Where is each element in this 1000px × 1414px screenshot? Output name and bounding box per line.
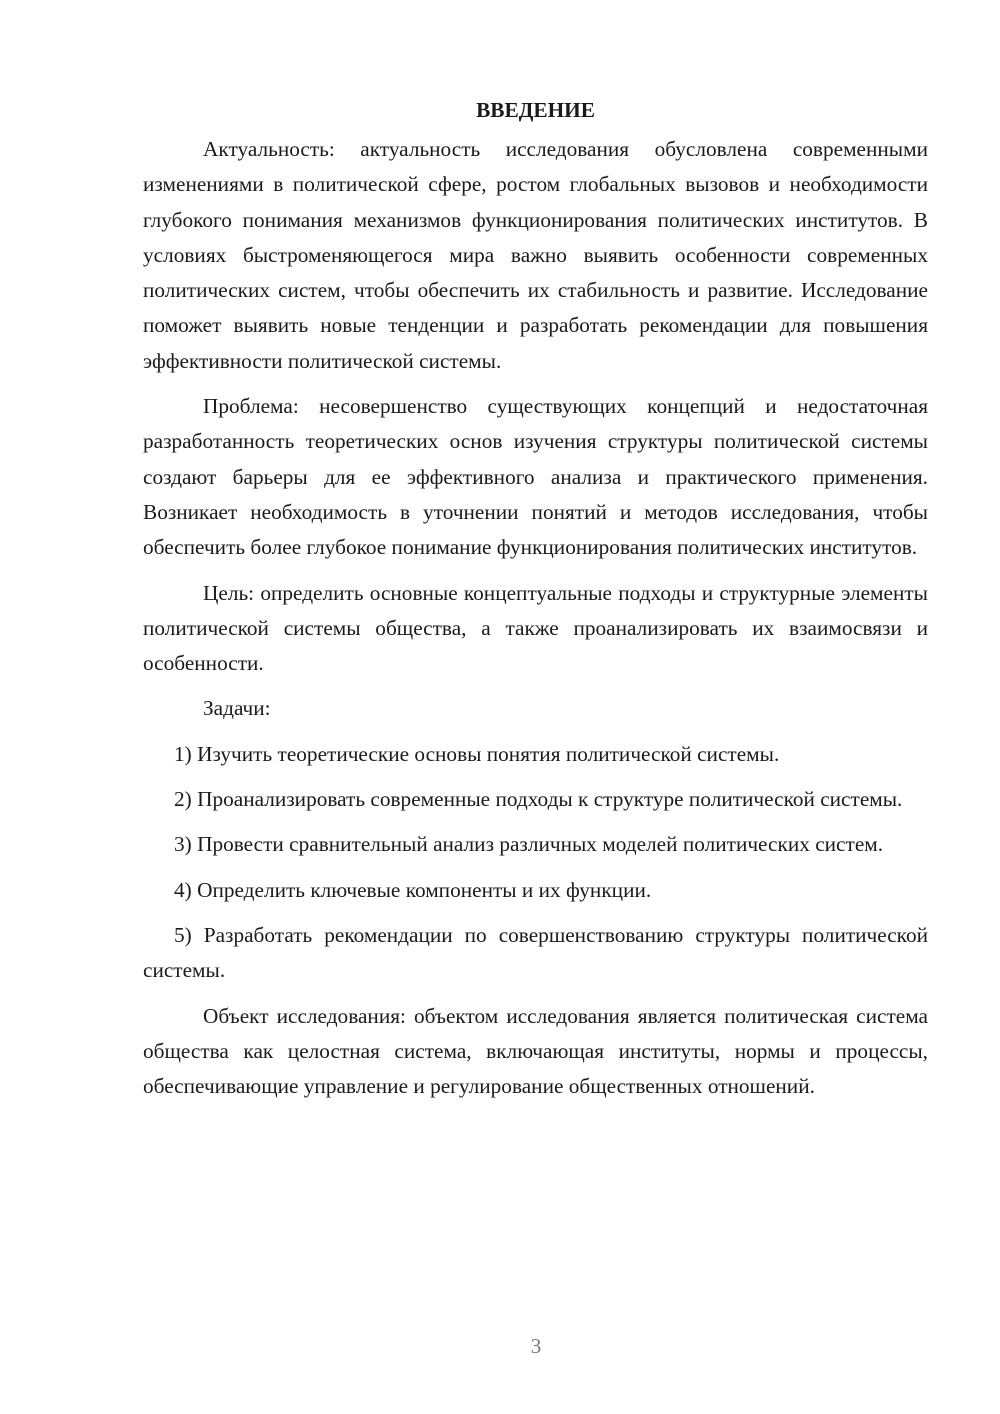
document-page: [143, 92, 928, 1104]
task-item-1: 1) Изучить теоретические основы понятия политической системы.: [174, 741, 780, 766]
task-item-5: 5) Разработать рекомендации по совершенствованию структуры политической системы.: [143, 922, 928, 983]
task-item-3: 3) Провести сравнительный анализ различных моделей политических систем.: [174, 832, 884, 857]
task-item-2: 2) Проанализировать современные подходы к структуре политической системы.: [174, 787, 903, 812]
page-number: 3: [530, 1334, 542, 1358]
task-item-4: 4) Определить ключевые компоненты и их функции.: [174, 877, 652, 902]
paragraph-problem: Проблема: несовершенство существующих концепций и недостаточная разработанность теоретических основ изучения структуры политической системы создают барьеры для ее эффективного анализа и практического применения. Возникает необходимость в уточнении понятий и методов исследования, чтобы обеспечить более глубокое понимание функционирования политических институтов.: [143, 394, 928, 560]
section-heading: ВВЕДЕНИЕ: [476, 98, 595, 122]
paragraph-goal: Цель: определить основные концептуальные подходы и структурные элементы политической системы общества, а также проанализировать их взаимосвязи и особенности.: [143, 580, 928, 676]
paragraph-object: Объект исследования: объектом исследования является политическая система общества как целостная система, включающая институты, нормы и процессы, обеспечивающие управление и регулирование общественных отношений.: [143, 1003, 928, 1099]
tasks-heading: Задачи:: [203, 696, 271, 721]
paragraph-relevance: Актуальность: актуальность исследования обусловлена современными изменениями в политической сфере, ростом глобальных вызовов и необходимости глубокого понимания механизмов функционирования политических институтов. В условиях быстроменяющегося мира важно выявить особенности современных политических систем, чтобы обеспечить их стабильность и развитие. Исследование поможет выявить новые тенденции и разработать рекомендации для повышения эффективности политической системы.: [143, 137, 928, 373]
